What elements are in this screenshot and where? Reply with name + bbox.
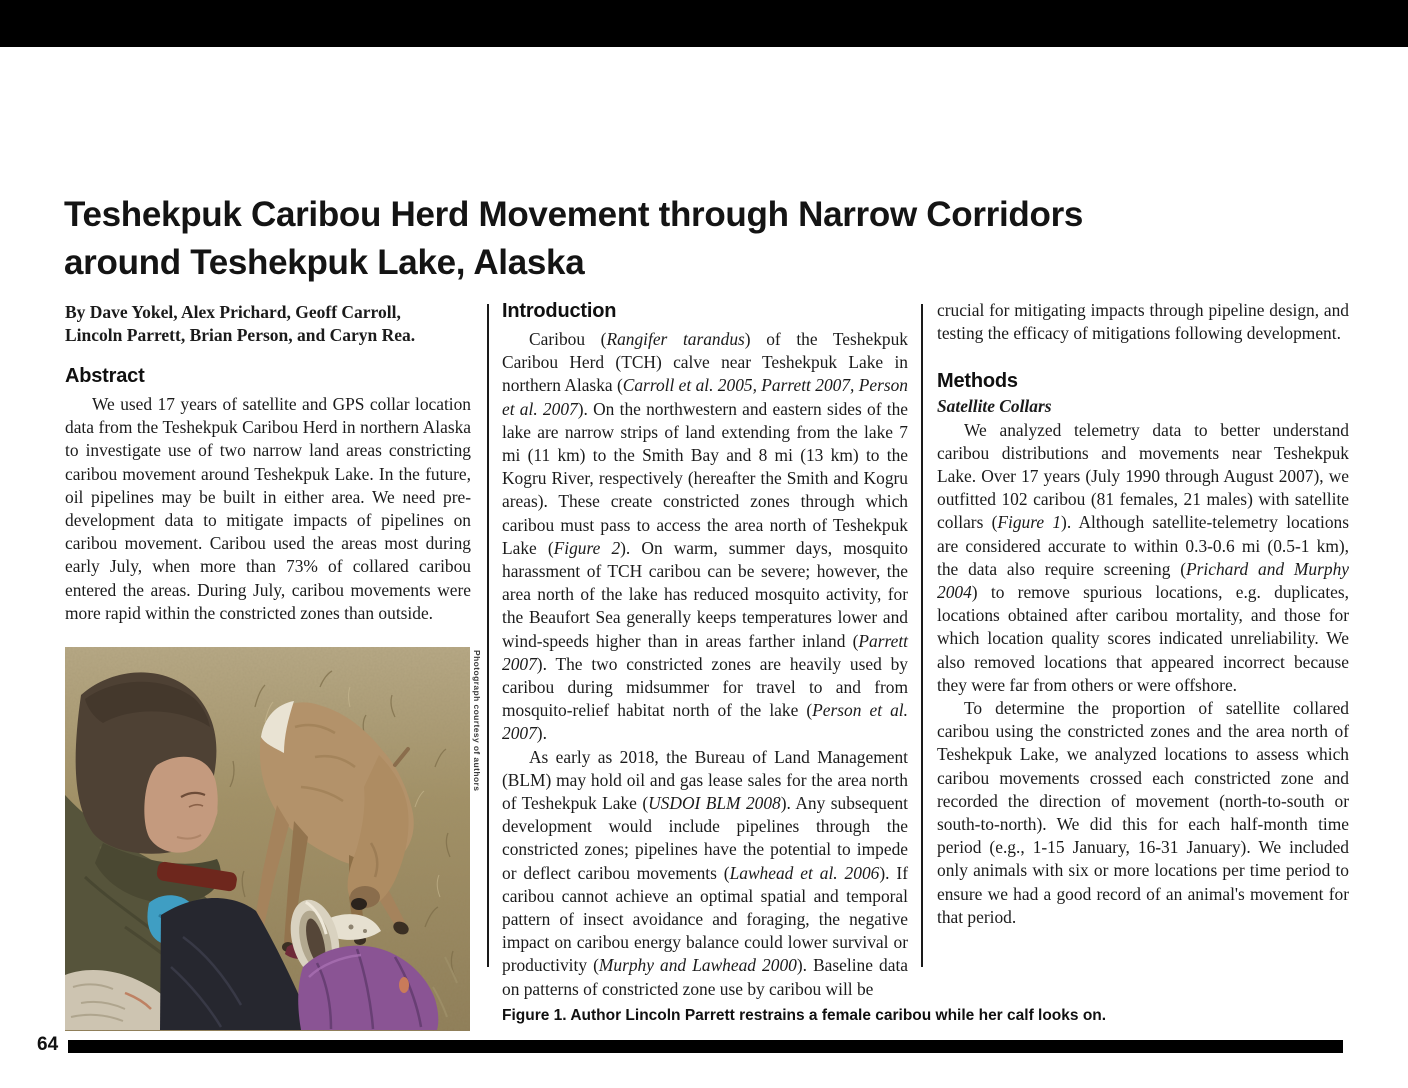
article-title — [64, 191, 1324, 287]
left-column — [65, 364, 471, 625]
continuation-paragraph: crucial for mitigating impacts through pipeline design, and testing the efficacy of mitigations following development. — [937, 300, 1349, 344]
byline-line1: By Dave Yokel, Alex Prichard, Geoff Carroll, — [65, 302, 401, 322]
bottom-black-bar — [68, 1040, 1343, 1053]
byline — [65, 301, 455, 346]
article-title-line2: around Teshekpuk Lake, Alaska — [64, 243, 585, 282]
column-divider-left — [487, 304, 489, 967]
top-black-bar — [0, 0, 1408, 47]
introduction-heading: Introduction — [502, 300, 617, 322]
middle-column — [502, 299, 908, 1001]
column-divider-right — [921, 304, 923, 967]
figure-1-caption: Figure 1. Author Lincoln Parrett restrains a female caribou while her calf looks on. — [502, 1007, 1107, 1024]
abstract-heading: Abstract — [65, 365, 145, 387]
introduction-paragraph-2: As early as 2018, the Bureau of Land Management (BLM) may hold oil and gas lease sales for the area north of Teshekpuk Lake (USDOI BLM 2008). Any subsequent development would include pipelines through the constricted zones; pipelines have the potential to impede or deflect caribou movements (Lawhead et al. 2006). If caribou cannot achieve an optimal spatial and temporal pattern of insect avoidance and foraging, the negative impact on caribou energy balance could lower survival or productivity (Murphy and Lawhead 2000). Baseline data on patterns of constricted zone use by caribou will be — [502, 746, 909, 999]
methods-heading: Methods — [937, 370, 1018, 393]
figure-1-photo — [65, 647, 470, 1031]
methods-paragraph-1: We analyzed telemetry data to better understand caribou distributions and movements near Teshekpuk Lake. Over 17 years (July 1990 through August 2007), we outfitted 102 caribou (81 females, 21 males) with satellite collars (Figure 1). Although satellite-telemetry locations are considered accurate to within 0.3-0.6 mi (0.5-1 km), the data also require screening (Prichard and Murphy 2004) to remove spurious locations, e.g. duplicates, locations obtained after caribou mortality, and those for which location quality scores indicated unreliability. We also removed locations that appeared incorrect because they were far from others or were offshore. — [937, 419, 1350, 695]
satellite-collars-subheading: Satellite Collars — [937, 396, 1052, 417]
introduction-paragraph-1: Caribou (Rangifer tarandus) of the Teshekpuk Caribou Herd (TCH) calve near Teshekpuk Lake in northern Alaska (Carroll et al. 2005, Parrett 2007, Person et al. 2007). On the northwestern and eastern sides of the lake are narrow strips of land extending from the lake 7 mi (11 km) to the Smith Bay and 8 mi (13 km) to the Kogru River, respectively (hereafter the Smith and Kogru areas). These create constricted zones through which caribou must pass to access the area north of Teshekpuk Lake (Figure 2). On warm, summer days, mosquito harassment of TCH caribou can be severe; however, the area north of the lake has reduced mosquito activity, for the Beaufort Sea generally keeps temperatures lower and wind-speeds higher than in areas farther inland (Parrett 2007). The two constricted zones are heavily used by caribou during midsummer for travel to and from mosquito-relief habitat north of the lake (Person et al. 2007). — [502, 329, 909, 744]
byline-line2: Lincoln Parrett, Brian Person, and Caryn Rea. — [65, 324, 416, 345]
article-title-line1: Teshekpuk Caribou Herd Movement through Narrow Corridors — [64, 195, 1084, 234]
photo-credit: Photograph courtesy of authors — [472, 650, 482, 792]
right-column — [937, 299, 1349, 929]
figure-1-photo-art — [65, 647, 470, 1031]
abstract-text: We used 17 years of satellite and GPS collar location data from the Teshekpuk Caribou Herd in northern Alaska to investigate use of two narrow land areas constricting caribou movement around Teshekpuk Lake. In the future, oil pipelines may be built in either area. We need pre-development data to mitigate impacts of pipelines on caribou movement. Caribou used the areas most during early July, when more than 73% of collared caribou entered the areas. During July, caribou movements were more rapid within the constricted zones than outside. — [65, 394, 471, 623]
page-number: 64 — [37, 1034, 59, 1055]
methods-paragraph-2: To determine the proportion of satellite collared caribou using the constricted zones and the area north of Teshekpuk Lake, we analyzed locations to assess which caribou movements crossed each constricted zone and recorded the direction of movement (north-to-south or south-to-north). We did this for each half-month time period (e.g., 1-15 January, 16-31 January). We included only animals with six or more locations per time period to ensure we had a good record of an animal's movement for that period. — [937, 698, 1349, 927]
